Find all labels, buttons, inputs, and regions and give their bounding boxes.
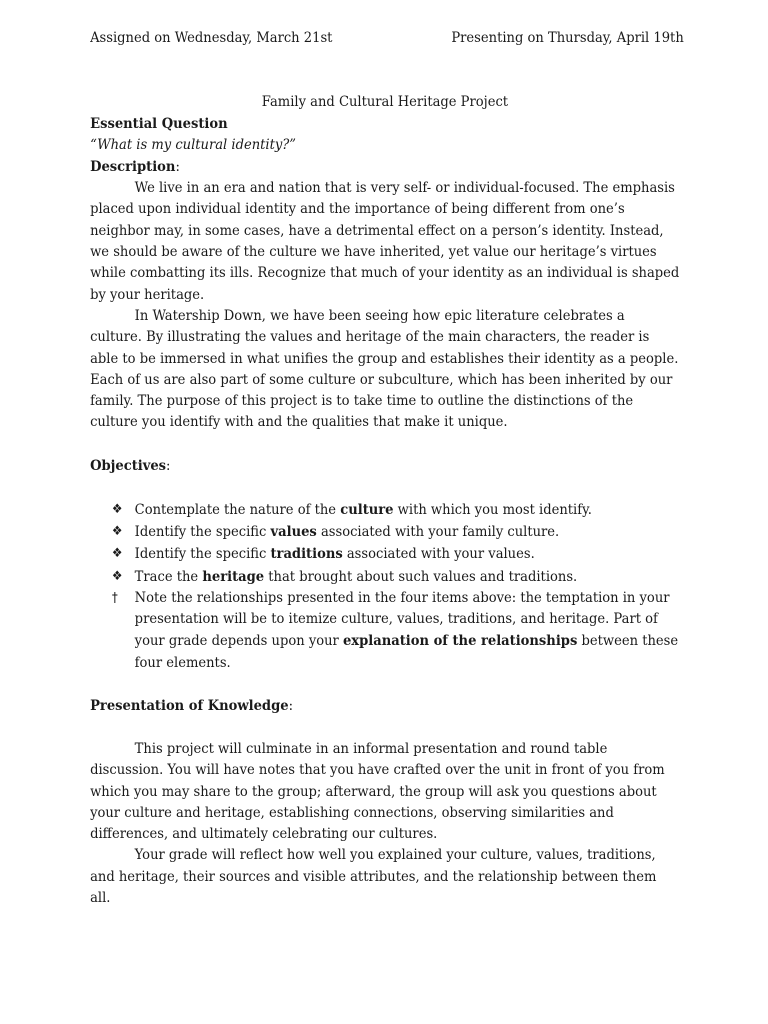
objective-keyword: heritage xyxy=(202,567,265,585)
objective-item xyxy=(111,543,680,565)
objective-text: with which you most identify. xyxy=(393,501,592,518)
spacer xyxy=(90,718,680,739)
objective-text: that brought about such values and traditions. xyxy=(264,568,578,585)
document-body xyxy=(90,92,680,909)
description-paragraph-1: We live in an era and nation that is very self- or individual-focused. The emphasis placed upon individual identity and the importance of being different from one’s neighbor may, in some cases, have a detrimental effect on a person’s identity. Instead, we should be aware of the culture we have inherited, yet value our heritage’s virtues while combatting its ills. Recognize that much of your identity as an individual is shaped by your heritage. xyxy=(90,180,680,303)
project-title: Family and Cultural Heritage Project xyxy=(261,94,509,110)
objective-text: Identify the specific xyxy=(134,546,271,563)
objectives-colon: : xyxy=(166,458,171,475)
diamond-bullet-icon: ❖ xyxy=(111,501,123,517)
description-heading-line xyxy=(90,156,680,178)
spacer xyxy=(90,477,680,498)
description-colon: : xyxy=(175,158,180,175)
essential-question-heading: Essential Question xyxy=(90,115,228,133)
diamond-bullet-icon: ❖ xyxy=(111,523,123,539)
spacer xyxy=(90,674,680,695)
essential-question-text: “What is my cultural identity?” xyxy=(90,136,296,153)
description-paragraph-2: In Watership Down, we have been seeing how epic literature celebrates a culture. By illustrating the values and heritage of the main characters, the reader is able to be immersed in what unifies the group and establishes their identity as a people. Each of us are also part of some culture or subculture, which has been inherited by our family. The purpose of this project is to take time to outline the distinctions of the culture you identify with and the qualities that make it unique. xyxy=(90,307,679,431)
dagger-bullet-icon: † xyxy=(111,590,118,606)
objective-text: Identify the specific xyxy=(134,523,271,540)
objective-text: between these four elements. xyxy=(134,633,679,671)
objective-text: Note the relationships presented in the four items above: the temptation in your presentation will be to itemize culture, values, traditions, and heritage. Part of your grade depends upon your xyxy=(134,589,670,650)
objective-item xyxy=(111,588,680,674)
presentation-heading: Presentation of Knowledge xyxy=(90,697,289,715)
objective-keyword: traditions xyxy=(270,545,343,563)
objective-keyword: culture xyxy=(340,500,394,518)
presentation-heading-line xyxy=(90,695,680,717)
objectives-list xyxy=(90,499,680,674)
objective-keyword: values xyxy=(270,522,317,540)
diamond-bullet-icon: ❖ xyxy=(111,568,123,584)
objective-text: associated with your family culture. xyxy=(316,523,560,540)
objective-text: Trace the xyxy=(134,568,203,585)
objectives-heading-line xyxy=(90,455,680,477)
objective-keyword: explanation of the relationships xyxy=(342,632,578,650)
presentation-paragraph-1: This project will culminate in an informal presentation and round table discussion. You will have notes that you have crafted over the unit in front of you from which you may share to the group; afterward, the group will ask you questions about your culture and heritage, establishing connections, observing similarities and differences, and ultimately celebrating our cultures. xyxy=(90,740,665,843)
objectives-heading: Objectives xyxy=(90,457,167,475)
presentation-colon: : xyxy=(288,698,293,715)
objective-text: associated with your values. xyxy=(342,546,535,563)
spacer xyxy=(90,434,680,455)
objective-text: Contemplate the nature of the xyxy=(134,501,341,518)
objective-item xyxy=(111,521,680,543)
presenting-date: Presenting on Thursday, April 19th xyxy=(451,30,684,46)
objective-item xyxy=(111,499,680,521)
diamond-bullet-icon: ❖ xyxy=(111,546,123,562)
description-heading: Description xyxy=(90,157,176,175)
objective-item xyxy=(111,566,680,588)
presentation-paragraph-2: Your grade will reflect how well you explained your culture, values, traditions, and heritage, their sources and visible attributes, and the relationship between them all. xyxy=(90,847,657,906)
assigned-date: Assigned on Wednesday, March 21st xyxy=(90,30,333,46)
